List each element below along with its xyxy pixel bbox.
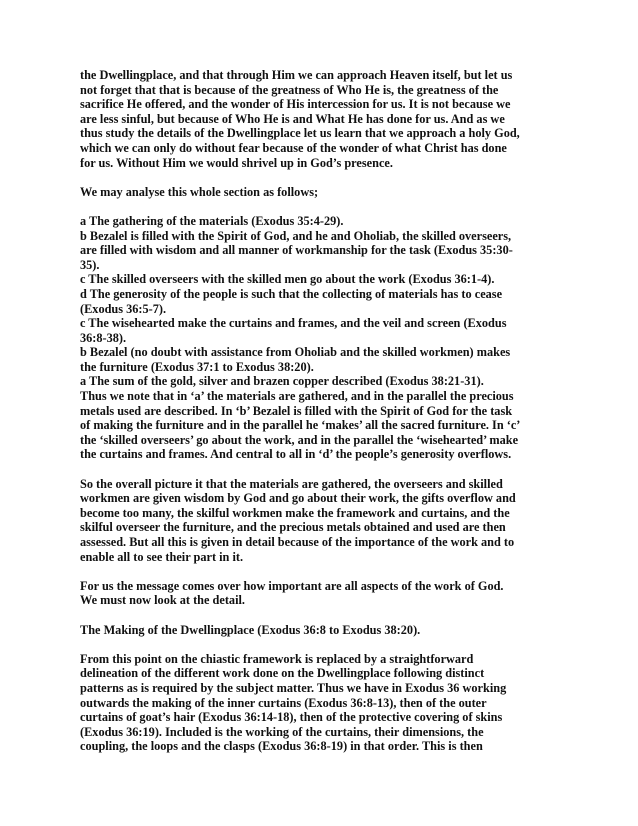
text-line: coupling, the loops and the clasps (Exodus 36:8-19) in that order. This is then xyxy=(80,739,483,754)
text-line: patterns as is required by the subject matter. Thus we have in Exodus 36 working xyxy=(80,680,507,695)
text-line: assessed. But all this is given in detail because of the importance of the work and to xyxy=(80,535,515,549)
text-line: the ‘skilled overseers’ go about the work, and in the parallel the ‘wisehearted’ make xyxy=(80,432,519,447)
text-line: sacrifice He offered, and the wonder of His intercession for us. It is not because we xyxy=(80,97,511,112)
text-line: are filled with wisdom and all manner of workmanship for the task (Exodus 35:30- xyxy=(80,243,513,258)
heading-line: The Making of the Dwellingplace (Exodus 36:8 to Exodus 38:20). xyxy=(80,622,421,637)
text-line: for us. Without Him we would shrivel up in God’s presence. xyxy=(80,155,393,170)
text-line: For us the message comes over how important are all aspects of the work of God. xyxy=(80,578,504,593)
text-line: metals used are described. In ‘b’ Bezalel is filled with the Spirit of God for the task xyxy=(80,403,513,418)
text-line: of making the furniture and in the parallel he ‘makes’ all the sacred furniture. In ‘c’ xyxy=(80,418,521,433)
text-line: not forget that that is because of the greatness of Who He is, the greatness of the xyxy=(80,82,499,97)
text-line: a The gathering of the materials (Exodus 35:4-29). xyxy=(80,213,344,228)
paragraph-chiastic-outline xyxy=(80,214,560,462)
text-line: (Exodus 36:5-7). xyxy=(80,301,167,316)
text-line: (Exodus 36:19). Included is the working of the curtains, their dimensions, the xyxy=(80,724,484,739)
text-line: outwards the making of the inner curtains (Exodus 36:8-13), then of the outer xyxy=(80,695,487,710)
text-line: c The wisehearted make the curtains and frames, and the veil and screen (Exodus xyxy=(80,316,507,331)
text-line: a The sum of the gold, silver and brazen copper described (Exodus 38:21-31). xyxy=(80,374,484,389)
text-line: curtains of goat’s hair (Exodus 36:14-18), then of the protective covering of skins xyxy=(80,710,503,725)
text-line: become too many, the skilful workmen make the framework and curtains, and the xyxy=(80,505,510,520)
text-line: Thus we note that in ‘a’ the materials are gathered, and in the parallel the precious xyxy=(80,389,514,404)
document-page xyxy=(80,68,560,769)
text-line: b Bezalel is filled with the Spirit of God, and he and Oholiab, the skilled overseers, xyxy=(80,228,512,243)
text-line: the curtains and frames. And central to all in ‘d’ the people’s generosity overflows. xyxy=(80,447,512,462)
text-line: thus study the details of the Dwellingplace let us learn that we approach a holy God, xyxy=(80,126,520,141)
text-line: 36:8-38). xyxy=(80,330,127,345)
paragraph-message xyxy=(80,579,560,608)
text-line: skilful overseer the furniture, and the precious metals obtained and used are then xyxy=(80,520,506,535)
text-line: which we can only do without fear because of the wonder of what Christ has done xyxy=(80,140,507,155)
text-line: b Bezalel (no doubt with assistance from Oholiab and the skilled workmen) makes xyxy=(80,345,511,360)
text-line: enable all to see their part in it. xyxy=(80,549,244,564)
text-line: So the overall picture it that the materials are gathered, the overseers and skilled xyxy=(80,476,503,491)
paragraph-framework xyxy=(80,652,560,754)
text-line: c The skilled overseers with the skilled men go about the work (Exodus 36:1-4). xyxy=(80,272,495,287)
text-line: We may analyse this whole section as follows; xyxy=(80,184,319,199)
section-heading xyxy=(80,623,560,638)
text-line: are less sinful, but because of Who He is and What He has done for us. And as we xyxy=(80,111,505,126)
text-line: d The generosity of the people is such that the collecting of materials has to cease xyxy=(80,286,503,301)
paragraph-overall-picture xyxy=(80,477,560,565)
paragraph-intro xyxy=(80,68,560,170)
text-line: We must now look at the detail. xyxy=(80,593,245,608)
text-line: 35). xyxy=(80,257,100,272)
text-line: workmen are given wisdom by God and go about their work, the gifts overflow and xyxy=(80,491,516,506)
text-line: the furniture (Exodus 37:1 to Exodus 38:20). xyxy=(80,359,314,374)
text-line: delineation of the different work done on the Dwellingplace following distinct xyxy=(80,666,485,681)
text-line: From this point on the chiastic framework is replaced by a straightforward xyxy=(80,651,474,666)
paragraph-analysis-intro xyxy=(80,185,560,200)
text-line: the Dwellingplace, and that through Him we can approach Heaven itself, but let us xyxy=(80,68,513,82)
